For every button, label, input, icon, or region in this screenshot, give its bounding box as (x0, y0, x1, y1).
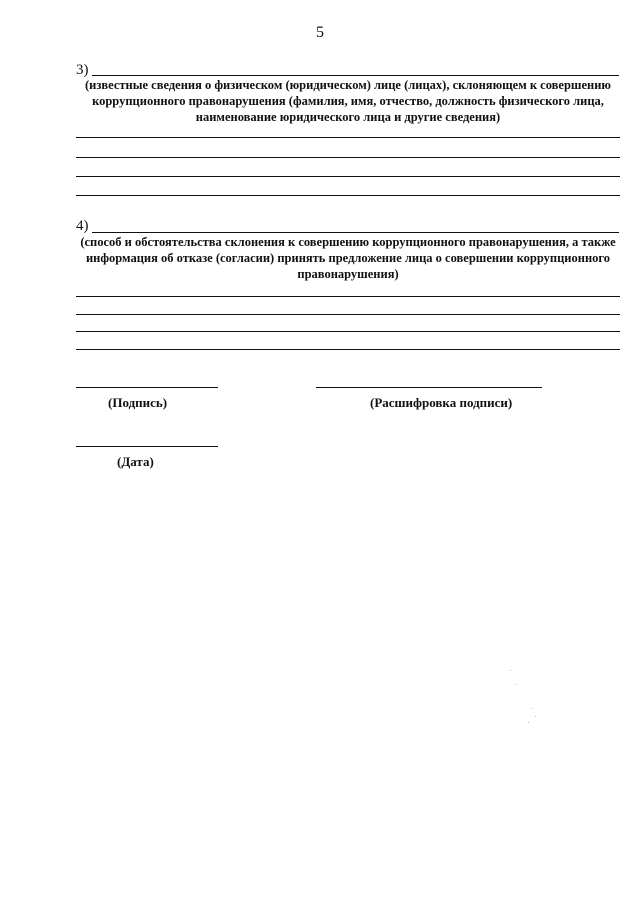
scan-speck (515, 684, 516, 685)
section-4-first-line (92, 232, 619, 233)
section-4-blank-line-2 (76, 314, 620, 315)
section-3-caption-line-2: коррупционного правонарушения (фамилия, имя, отчество, должность физического лица, (92, 94, 604, 108)
scan-speck (510, 670, 511, 671)
section-4-blank-line-4 (76, 349, 620, 350)
section-3-blank-line-2 (76, 157, 620, 158)
date-line (76, 446, 218, 447)
section-3-number: 3) (76, 62, 89, 78)
section-4-blank-line-1 (76, 296, 620, 297)
section-4-caption (76, 234, 620, 282)
scan-speck (535, 716, 536, 717)
section-3-blank-line-1 (76, 137, 620, 138)
signature-decoding-line (316, 387, 542, 388)
signature-decoding-caption: (Расшифровка подписи) (370, 395, 513, 410)
section-4-caption-line-3: правонарушения) (297, 267, 399, 281)
signature-caption: (Подпись) (108, 395, 168, 410)
section-3-blank-line-3 (76, 176, 620, 177)
section-3-caption-line-1: (известные сведения о физическом (юридическом) лице (лицах), склоняющем к совершению (85, 78, 611, 92)
section-4-blank-line-3 (76, 331, 620, 332)
section-3-blank-line-4 (76, 195, 620, 196)
section-3-caption-line-3: наименование юридического лица и другие сведения) (195, 110, 501, 124)
date-caption: (Дата) (117, 454, 154, 469)
scan-speck (531, 708, 532, 709)
signature-line (76, 387, 218, 388)
section-3-first-line (92, 75, 619, 76)
page-number: 5 (316, 24, 324, 41)
section-3-caption (76, 77, 620, 125)
section-4-number: 4) (76, 218, 89, 234)
section-4-caption-line-2: информация об отказе (согласии) принять предложение лица о совершении коррупционного (85, 251, 611, 265)
scan-speck (528, 722, 529, 723)
section-4-caption-line-1: (способ и обстоятельства склонения к совершению коррупционного правонарушения, а также (80, 235, 616, 249)
